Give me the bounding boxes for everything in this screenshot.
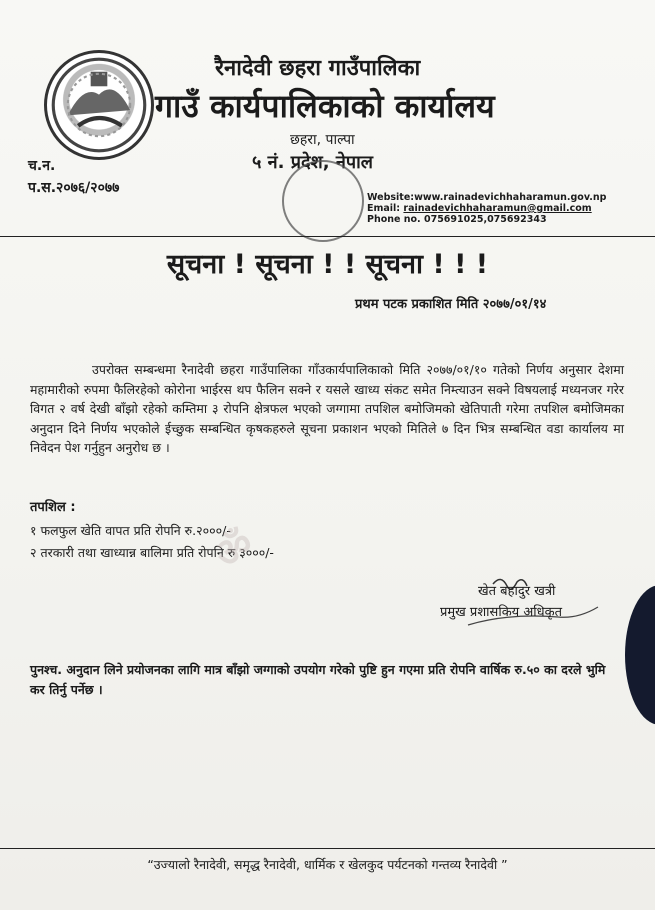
footer-slogan: “उज्यालो रैनादेवी, समृद्ध रैनादेवी, धार्मिक र खेलकुद पर्यटनको गन्तव्य रैनादेवी ” — [147, 857, 508, 872]
chalani-number-label: च.न. — [28, 158, 56, 174]
notice-body-text: उपरोक्त सम्बन्धमा रैनादेवी छहरा गाउँपालिका गाँउकार्यपालिकाको मिति २०७७/०१/१० गतेको निर्णय अनुसार देशमा महामारीको रुपमा फैलिरहेको कोरोना भाईरस थप फैलिन सक्ने र यसले खाध्य संकट समेत निम्त्याउन सक्ने विषयलाई मध्यनजर गरेर विगत २ वर्ष देखी बाँझो रहेको कम्तिमा ३ रोपनि क्षेत्रफल भएको जग्गामा तपशिल बमोजिमको खेतिपाती गरेमा तपशिल बमोजिमका अनुदान दिने निर्णय भएकोले ईच्छुक सम्बन्धित कृषकहरुले सूचना प्रकाशन भएको मितिले ७ दिन भित्र सम्बन्धित वडा कार्यालय मा निवेदन पेश गर्नुहुन अनुरोध छ । — [30, 362, 624, 455]
office-location: छहरा, पाल्पा — [290, 132, 355, 148]
faint-stamp-watermark: ॐ — [207, 520, 262, 579]
website-text: Website:www.rainadevichhaharamun.gov.np — [367, 192, 607, 203]
email-label: Email: — [367, 203, 404, 214]
email-line — [367, 203, 606, 214]
office-stamp-icon — [282, 160, 364, 242]
footer-divider — [0, 848, 655, 849]
email-link[interactable]: rainadevichhaharamun@gmail.com — [403, 203, 592, 214]
notice-body — [30, 360, 624, 458]
tapsil-heading: तपशिल : — [30, 500, 76, 515]
background-edge — [625, 585, 655, 725]
published-date: प्रथम पटक प्रकाशित मिति २०७७/०१/१४ — [355, 297, 547, 312]
province-name: ५ नं. प्रदेश, नेपाल — [252, 152, 373, 173]
contact-block — [367, 192, 606, 225]
subsidy-item-fruit: १ फलफुल खेति वापत प्रति रोपनि रु.२०००/- — [30, 523, 231, 538]
office-name: गाउँ कार्यपालिकाको कार्यालय — [155, 87, 495, 125]
signatory-name: खेत बहादुर खत्री — [478, 584, 556, 599]
phone-text: Phone no. 075691025,075692343 — [367, 214, 547, 225]
postscript-note: पुनश्च. अनुदान लिने प्रयोजनका लागि मात्र बाँझो जग्गाको उपयोग गरेको पुष्टि हुन गएमा प्रति रोपनि वार्षिक रु.५० का दरले भुमि कर तिर्नु पर्नेछ । — [30, 662, 606, 697]
notice-title: सूचना ! सूचना ! ! सूचना ! ! ! — [166, 249, 489, 280]
signatory-title: प्रमुख प्रशासकिय अधिकृत — [440, 605, 563, 620]
municipality-name: रैनादेवी छहरा गाउँपालिका — [215, 56, 421, 81]
header-divider — [0, 236, 655, 237]
signature-scribble-icon — [458, 570, 608, 630]
letter-number: प.स.२०७६/२०७७ — [28, 180, 120, 196]
subsidy-item-vegetable: २ तरकारी तथा खाध्यान्न बालिमा प्रति रोपनि रु ३०००/- — [30, 545, 274, 560]
nepal-government-emblem-icon — [44, 50, 154, 160]
